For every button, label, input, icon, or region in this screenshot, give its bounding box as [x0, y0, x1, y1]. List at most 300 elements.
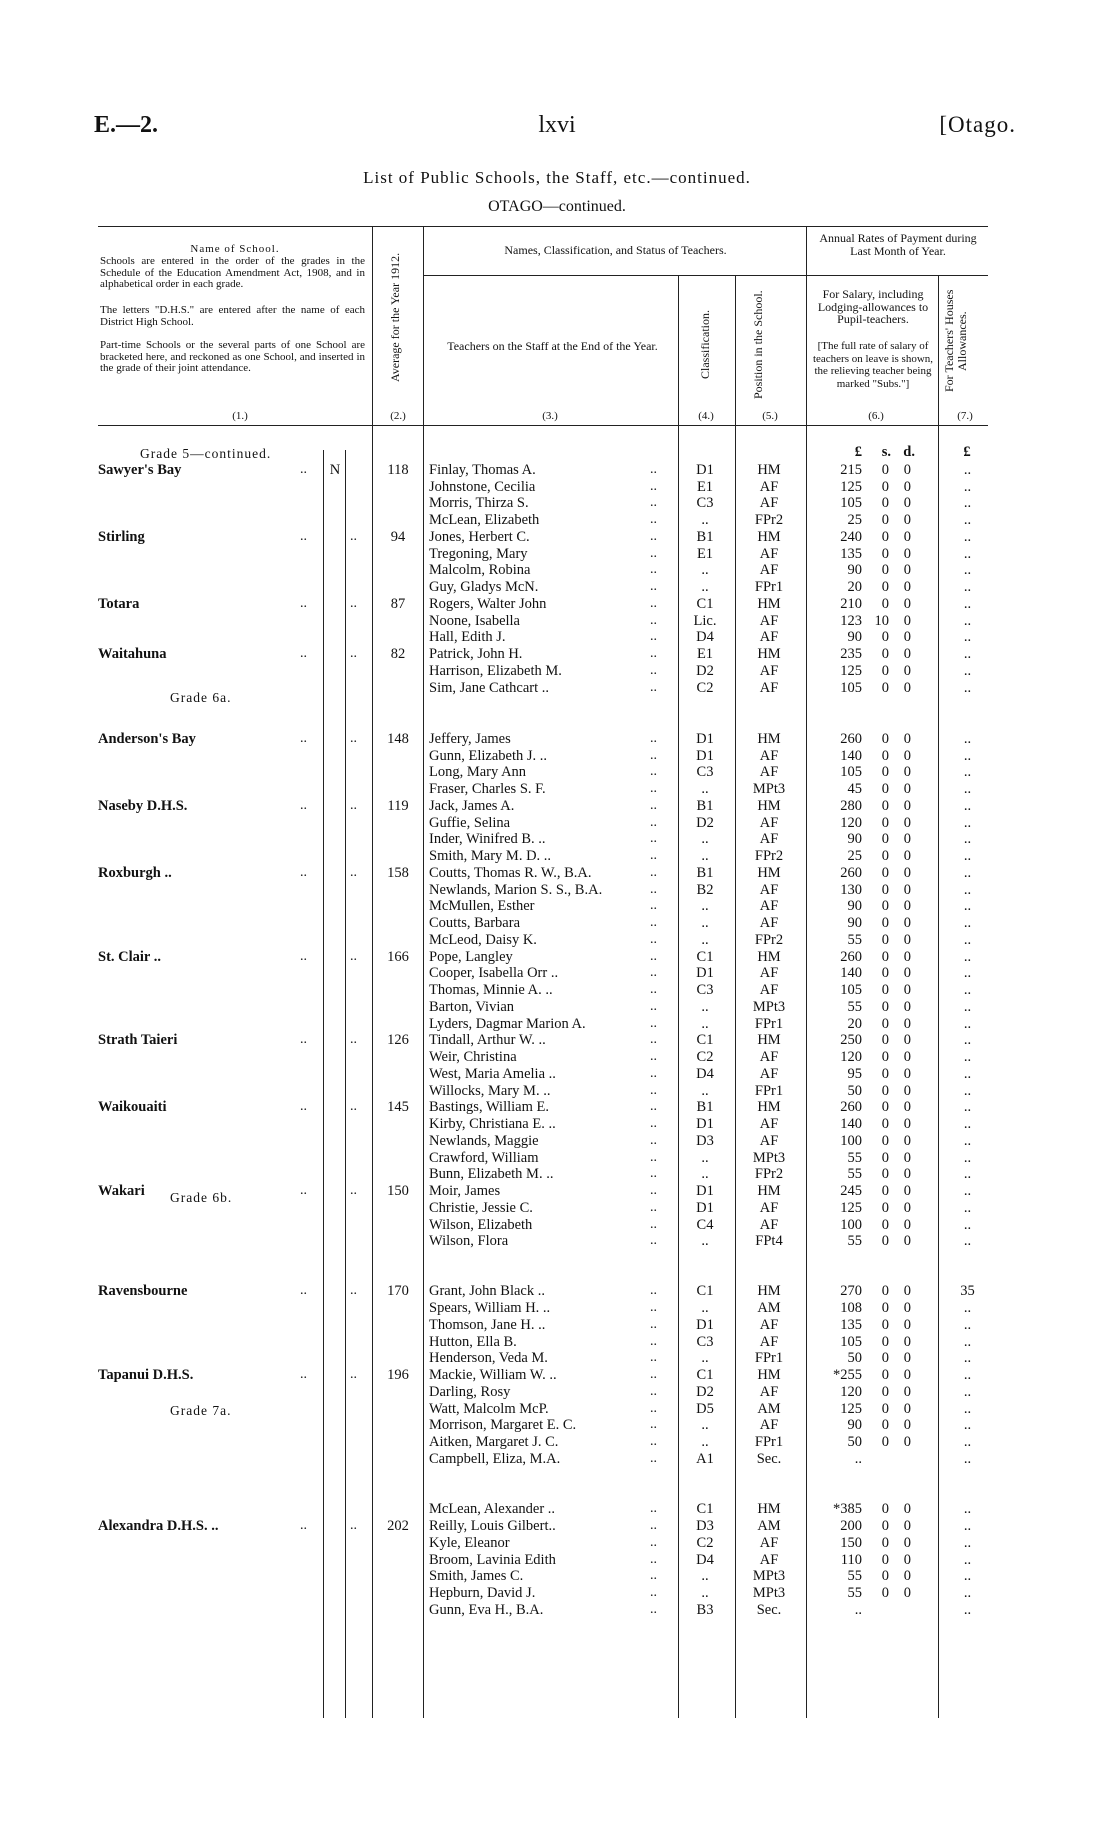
salary-shillings: 0 [881, 882, 889, 898]
house-allowance: .. [963, 815, 972, 831]
row-leader: .. [650, 848, 657, 863]
row-leader: .. [650, 1350, 657, 1365]
row-leader: .. [650, 1016, 657, 1031]
salary-shillings: 0 [881, 898, 889, 914]
house-allowance: .. [963, 1133, 972, 1149]
house-allowance: .. [963, 479, 972, 495]
salary-pence: 0 [903, 982, 911, 998]
salary-pounds: 135 [840, 546, 862, 562]
salary-shillings: 0 [881, 1417, 889, 1433]
house-allowance: .. [963, 1585, 972, 1601]
salary-shillings: 0 [881, 1568, 889, 1584]
row-leader: .. [300, 949, 307, 964]
teacher-classification: E1 [696, 546, 714, 562]
salary-pounds: 140 [840, 1116, 862, 1132]
salary-shillings: 0 [881, 546, 889, 562]
teacher-position: AF [759, 965, 779, 981]
school-average: 148 [387, 731, 409, 747]
salary-pence: 0 [903, 1384, 911, 1400]
salary-pounds: 260 [840, 949, 862, 965]
teacher-position: AF [759, 1535, 779, 1551]
salary-pounds: 100 [840, 1133, 862, 1149]
row-leader: .. [650, 1367, 657, 1382]
teacher-classification: B1 [696, 1099, 714, 1115]
teacher-position: AF [759, 1417, 779, 1433]
teacher-name: Newlands, Maggie [429, 1133, 539, 1149]
teacher-name: Johnstone, Cecilia [429, 479, 536, 495]
house-allowance: .. [963, 1083, 972, 1099]
flag-rule-2 [345, 450, 346, 1718]
teacher-name: Inder, Winifred B. .. [429, 831, 546, 847]
teacher-name: Watt, Malcolm McP. [429, 1401, 549, 1417]
col-rates-group: Annual Rates of Payment during Last Month of Year. [819, 231, 977, 258]
row-leader: .. [650, 613, 657, 628]
teacher-position: HM [757, 1501, 781, 1517]
teacher-classification: .. [701, 848, 709, 864]
col-1-number: (1.) [232, 410, 248, 422]
salary-shillings: 0 [881, 1200, 889, 1216]
row-leader: .. [650, 1417, 657, 1432]
row-leader: .. [650, 1451, 657, 1466]
house-allowance: .. [963, 1367, 972, 1383]
house-allowance: .. [963, 831, 972, 847]
teacher-name: West, Maria Amelia .. [429, 1066, 556, 1082]
teacher-position: AF [759, 479, 779, 495]
salary-pounds: 125 [840, 1401, 862, 1417]
col-teachers-header: Teachers on the Staff at the End of the Year. [447, 339, 658, 353]
row-leader: .. [650, 1568, 657, 1583]
teacher-classification: C2 [696, 1049, 714, 1065]
house-allowance: .. [963, 1217, 972, 1233]
teacher-position: HM [757, 1032, 781, 1048]
salary-pence: 0 [903, 731, 911, 747]
col-5-number: (5.) [762, 410, 778, 422]
teacher-position: AF [759, 1133, 779, 1149]
teacher-classification: C1 [696, 949, 714, 965]
teacher-classification: C1 [696, 596, 714, 612]
row-leader: .. [650, 882, 657, 897]
teacher-name: Tindall, Arthur W. .. [429, 1032, 546, 1048]
salary-pence: 0 [903, 798, 911, 814]
teacher-classification: D1 [696, 462, 714, 478]
salary-shillings: 0 [881, 748, 889, 764]
salary-pence: 0 [903, 1066, 911, 1082]
teacher-name: Harrison, Elizabeth M. [429, 663, 562, 679]
teacher-classification: .. [701, 1016, 709, 1032]
teacher-position: AF [759, 663, 779, 679]
house-allowance: .. [963, 546, 972, 562]
school-average: 145 [387, 1099, 409, 1115]
teacher-classification: C4 [696, 1217, 714, 1233]
teacher-classification: C2 [696, 1535, 714, 1551]
school-name: Anderson's Bay [98, 731, 196, 747]
house-allowance: .. [963, 1401, 972, 1417]
house-allowance: .. [963, 1049, 972, 1065]
salary-pounds: .. [854, 1451, 862, 1467]
row-leader: .. [650, 798, 657, 813]
salary-shillings: 0 [881, 764, 889, 780]
house-allowance: .. [963, 1451, 972, 1467]
row-leader: .. [650, 1552, 657, 1567]
salary-pounds: 108 [840, 1300, 862, 1316]
teacher-name: Bunn, Elizabeth M. .. [429, 1166, 554, 1182]
house-allowance: .. [963, 1317, 972, 1333]
salary-pounds: 20 [847, 1016, 862, 1032]
salary-pounds: 55 [847, 1233, 862, 1249]
school-name: Roxburgh .. [98, 865, 172, 881]
salary-shillings: 0 [881, 1401, 889, 1417]
salary-pounds: 50 [847, 1434, 862, 1450]
page-subtitle: OTAGO—continued. [488, 198, 626, 215]
salary-pence: 0 [903, 546, 911, 562]
teacher-classification: D3 [696, 1133, 714, 1149]
row-leader: .. [650, 1334, 657, 1349]
teacher-name: Morris, Thirza S. [429, 495, 529, 511]
rates-group-rule [806, 275, 988, 276]
salary-pence: 0 [903, 848, 911, 864]
col-name-notes-2: The letters "D.H.S." are entered after the name of each District High School. [100, 304, 365, 328]
school-average: 150 [387, 1183, 409, 1199]
salary-shillings: 0 [881, 1166, 889, 1182]
salary-shillings: 0 [881, 1518, 889, 1534]
row-leader: .. [650, 495, 657, 510]
teacher-classification: D1 [696, 1116, 714, 1132]
salary-pounds: 50 [847, 1083, 862, 1099]
salary-pence: 0 [903, 1233, 911, 1249]
teacher-classification: B1 [696, 865, 714, 881]
table-top-rule [98, 226, 988, 227]
teacher-position: FPr2 [754, 512, 784, 528]
row-leader: .. [650, 1166, 657, 1181]
col-rule-5 [806, 226, 807, 1718]
pound-sign-allowance: £ [963, 444, 971, 460]
house-allowance: .. [963, 748, 972, 764]
col-rule-4 [735, 275, 736, 1718]
house-allowance: .. [963, 1568, 972, 1584]
salary-pence: 0 [903, 865, 911, 881]
school-average: 87 [390, 596, 406, 612]
salary-shillings [865, 1451, 889, 1468]
row-leader: .. [350, 646, 357, 661]
row-leader: .. [350, 731, 357, 746]
salary-pounds: 90 [847, 915, 862, 931]
salary-pounds: 90 [847, 562, 862, 578]
school-name: Waikouaiti [98, 1099, 167, 1115]
salary-pence: 0 [903, 1032, 911, 1048]
house-allowance: .. [963, 1350, 972, 1366]
teacher-classification: .. [701, 932, 709, 948]
row-leader: .. [350, 865, 357, 880]
row-leader: .. [650, 764, 657, 779]
page-title: List of Public Schools, the Staff, etc.—continued. [363, 168, 751, 187]
col-rule-1 [372, 226, 373, 1718]
names-group-rule [423, 275, 807, 276]
school-average: 166 [387, 949, 409, 965]
teacher-name: Grant, John Black .. [429, 1283, 545, 1299]
house-allowance: .. [963, 1032, 972, 1048]
row-leader: .. [650, 1434, 657, 1449]
teacher-position: HM [757, 1183, 781, 1199]
teacher-name: Tregoning, Mary [429, 546, 528, 562]
salary-pounds: 123 [840, 613, 862, 629]
salary-pence: 0 [903, 1401, 911, 1417]
teacher-name: Smith, Mary M. D. .. [429, 848, 552, 864]
salary-pence: 0 [903, 1099, 911, 1115]
salary-shillings: 0 [881, 1367, 889, 1383]
grade-heading: Grade 5—continued. [140, 446, 272, 461]
house-allowance: .. [963, 965, 972, 981]
col-salary-header: For Salary, including Lodging-allowances to Pupil-teachers. [817, 287, 929, 326]
salary-pounds: 120 [840, 1049, 862, 1065]
teacher-name: Jack, James A. [429, 798, 515, 814]
salary-pounds: 110 [840, 1552, 862, 1568]
row-leader: .. [650, 982, 657, 997]
row-leader: .. [300, 865, 307, 880]
house-allowance: .. [963, 1417, 972, 1433]
row-leader: .. [300, 1367, 307, 1382]
row-leader: .. [300, 1518, 307, 1533]
school-flag: N [329, 462, 341, 478]
teacher-classification: .. [701, 1150, 709, 1166]
row-leader: .. [650, 680, 657, 695]
salary-shillings: 0 [881, 579, 889, 595]
teacher-name: Malcolm, Robina [429, 562, 531, 578]
teacher-classification: D2 [696, 1384, 714, 1400]
salary-shillings: 0 [881, 982, 889, 998]
teacher-classification: D5 [696, 1401, 714, 1417]
teacher-name: Spears, William H. .. [429, 1300, 551, 1316]
school-average: 82 [390, 646, 406, 662]
teacher-position: MPt3 [752, 1568, 786, 1584]
teacher-classification: Lic. [693, 613, 717, 629]
row-leader: .. [300, 596, 307, 611]
row-leader: .. [650, 932, 657, 947]
teacher-position: AF [759, 1217, 779, 1233]
teacher-name: Pope, Langley [429, 949, 513, 965]
teacher-classification: D4 [696, 629, 714, 645]
teacher-name: Crawford, William [429, 1150, 539, 1166]
salary-pounds: 270 [840, 1283, 862, 1299]
pence-sign: d. [903, 444, 915, 460]
school-name: Totara [98, 596, 140, 612]
school-name: St. Clair .. [98, 949, 161, 965]
row-leader: .. [300, 731, 307, 746]
salary-pence: 0 [903, 1116, 911, 1132]
row-leader: .. [650, 546, 657, 561]
salary-pounds: 90 [847, 629, 862, 645]
teacher-position: AF [759, 562, 779, 578]
row-leader: .. [300, 798, 307, 813]
house-allowance: .. [963, 1099, 972, 1115]
salary-pounds: 120 [840, 815, 862, 831]
house-allowance: .. [963, 932, 972, 948]
teacher-position: FPr1 [754, 1016, 784, 1032]
salary-pounds: 105 [840, 764, 862, 780]
salary-shillings: 0 [881, 965, 889, 981]
salary-shillings: 0 [881, 781, 889, 797]
salary-pence: 0 [903, 1283, 911, 1299]
teacher-classification: D1 [696, 1183, 714, 1199]
col-avg-header: Average for the Year 1912. [388, 252, 402, 382]
col-4-number: (4.) [698, 410, 714, 422]
salary-shillings: 0 [881, 1099, 889, 1115]
teacher-name: Campbell, Eliza, M.A. [429, 1451, 561, 1467]
salary-shillings: 0 [881, 680, 889, 696]
school-name: Alexandra D.H.S. .. [98, 1518, 219, 1534]
col-name-title: Name of School. [190, 243, 280, 255]
teacher-classification: .. [701, 999, 709, 1015]
teacher-classification: C3 [696, 764, 714, 780]
teacher-position: AM [757, 1401, 781, 1417]
salary-pence: 0 [903, 613, 911, 629]
salary-pence: 0 [903, 646, 911, 662]
teacher-name: Wilson, Elizabeth [429, 1217, 533, 1233]
salary-pence: 0 [903, 815, 911, 831]
house-allowance: .. [963, 798, 972, 814]
shilling-sign: s. [881, 444, 891, 460]
teacher-position: AF [759, 898, 779, 914]
salary-shillings: 0 [881, 1049, 889, 1065]
salary-shillings: 0 [881, 1233, 889, 1249]
teacher-name: Moir, James [429, 1183, 501, 1199]
col-rule-6 [938, 275, 939, 1718]
salary-pence: 0 [903, 512, 911, 528]
teacher-classification: D2 [696, 815, 714, 831]
row-leader: .. [650, 748, 657, 763]
teacher-classification: C3 [696, 495, 714, 511]
row-leader: .. [350, 1183, 357, 1198]
salary-pence: 0 [903, 529, 911, 545]
row-leader: .. [650, 1233, 657, 1248]
salary-pence: 0 [903, 1300, 911, 1316]
grade-heading: Grade 6b. [170, 1190, 233, 1205]
teacher-name: Hall, Edith J. [429, 629, 506, 645]
salary-pence: 0 [903, 932, 911, 948]
teacher-position: HM [757, 798, 781, 814]
teacher-classification: A1 [696, 1451, 714, 1467]
teacher-classification: B1 [696, 529, 714, 545]
teacher-classification: .. [701, 512, 709, 528]
teacher-classification: C2 [696, 680, 714, 696]
col-6-number: (6.) [868, 410, 884, 422]
row-leader: .. [650, 865, 657, 880]
salary-shillings: 0 [881, 1317, 889, 1333]
row-leader: .. [650, 479, 657, 494]
row-leader: .. [650, 1401, 657, 1416]
house-allowance: .. [963, 663, 972, 679]
col-2-number: (2.) [390, 410, 406, 422]
house-allowance: .. [963, 1200, 972, 1216]
salary-shillings: 0 [881, 1585, 889, 1601]
teacher-position: AM [757, 1518, 781, 1534]
house-allowance: .. [963, 781, 972, 797]
salary-pounds: 280 [840, 798, 862, 814]
salary-pounds: 235 [840, 646, 862, 662]
teacher-name: McLean, Elizabeth [429, 512, 540, 528]
salary-pence: 0 [903, 629, 911, 645]
teacher-name: Wilson, Flora [429, 1233, 509, 1249]
teacher-name: Broom, Lavinia Edith [429, 1552, 556, 1568]
salary-pounds: 55 [847, 1166, 862, 1182]
salary-pence: 0 [903, 1200, 911, 1216]
salary-pence: 0 [903, 1317, 911, 1333]
house-allowance: .. [963, 865, 972, 881]
teacher-name: Reilly, Louis Gilbert.. [429, 1518, 556, 1534]
teacher-classification: B3 [696, 1602, 714, 1618]
salary-pence: 0 [903, 999, 911, 1015]
teacher-name: Gunn, Elizabeth J. .. [429, 748, 547, 764]
teacher-position: AF [759, 815, 779, 831]
school-average: 126 [387, 1032, 409, 1048]
salary-pence: 0 [903, 915, 911, 931]
row-leader: .. [650, 1300, 657, 1315]
house-allowance: .. [963, 562, 972, 578]
teacher-position: AF [759, 1384, 779, 1400]
teacher-name: Morrison, Margaret E. C. [429, 1417, 577, 1433]
salary-pounds: 20 [847, 579, 862, 595]
teacher-classification: .. [701, 915, 709, 931]
house-allowance: .. [963, 1501, 972, 1517]
house-allowance: .. [963, 898, 972, 914]
salary-pounds: 200 [840, 1518, 862, 1534]
school-name: Strath Taieri [98, 1032, 178, 1048]
teacher-classification: C1 [696, 1501, 714, 1517]
row-leader: .. [650, 1602, 657, 1617]
row-leader: .. [650, 1049, 657, 1064]
school-average: 158 [387, 865, 409, 881]
salary-pounds: 100 [840, 1217, 862, 1233]
salary-pence: 0 [903, 479, 911, 495]
school-name: Waitahuna [98, 646, 167, 662]
house-allowance: .. [963, 848, 972, 864]
teacher-position: AF [759, 1552, 779, 1568]
school-average: 118 [387, 462, 409, 478]
teacher-position: AF [759, 1317, 779, 1333]
salary-pence: 0 [903, 1518, 911, 1534]
teacher-name: Willocks, Mary M. .. [429, 1083, 551, 1099]
row-leader: .. [350, 798, 357, 813]
teacher-position: HM [757, 1099, 781, 1115]
teacher-position: AF [759, 1334, 779, 1350]
row-leader: .. [650, 1083, 657, 1098]
school-average: 196 [387, 1367, 409, 1383]
salary-shillings: 0 [881, 731, 889, 747]
house-allowance: .. [963, 579, 972, 595]
house-allowance: .. [963, 462, 972, 478]
salary-shillings: 0 [881, 1133, 889, 1149]
salary-pence: 0 [903, 898, 911, 914]
salary-pounds: 105 [840, 1334, 862, 1350]
teacher-name: Rogers, Walter John [429, 596, 547, 612]
row-leader: .. [650, 1133, 657, 1148]
salary-pence: 0 [903, 965, 911, 981]
salary-pounds: 250 [840, 1032, 862, 1048]
teacher-classification: D1 [696, 1200, 714, 1216]
salary-pence: 0 [903, 1417, 911, 1433]
teacher-position: AF [759, 613, 779, 629]
salary-pounds: 95 [847, 1066, 862, 1082]
salary-pounds: 245 [840, 1183, 862, 1199]
salary-pounds: 135 [840, 1317, 862, 1333]
salary-pence: 0 [903, 1016, 911, 1032]
house-allowance: .. [963, 629, 972, 645]
house-allowance: .. [963, 915, 972, 931]
salary-shillings: 0 [881, 1535, 889, 1551]
salary-shillings: 0 [881, 529, 889, 545]
row-leader: .. [650, 462, 657, 477]
salary-pence: 0 [903, 1585, 911, 1601]
salary-pounds: *385 [833, 1501, 862, 1517]
